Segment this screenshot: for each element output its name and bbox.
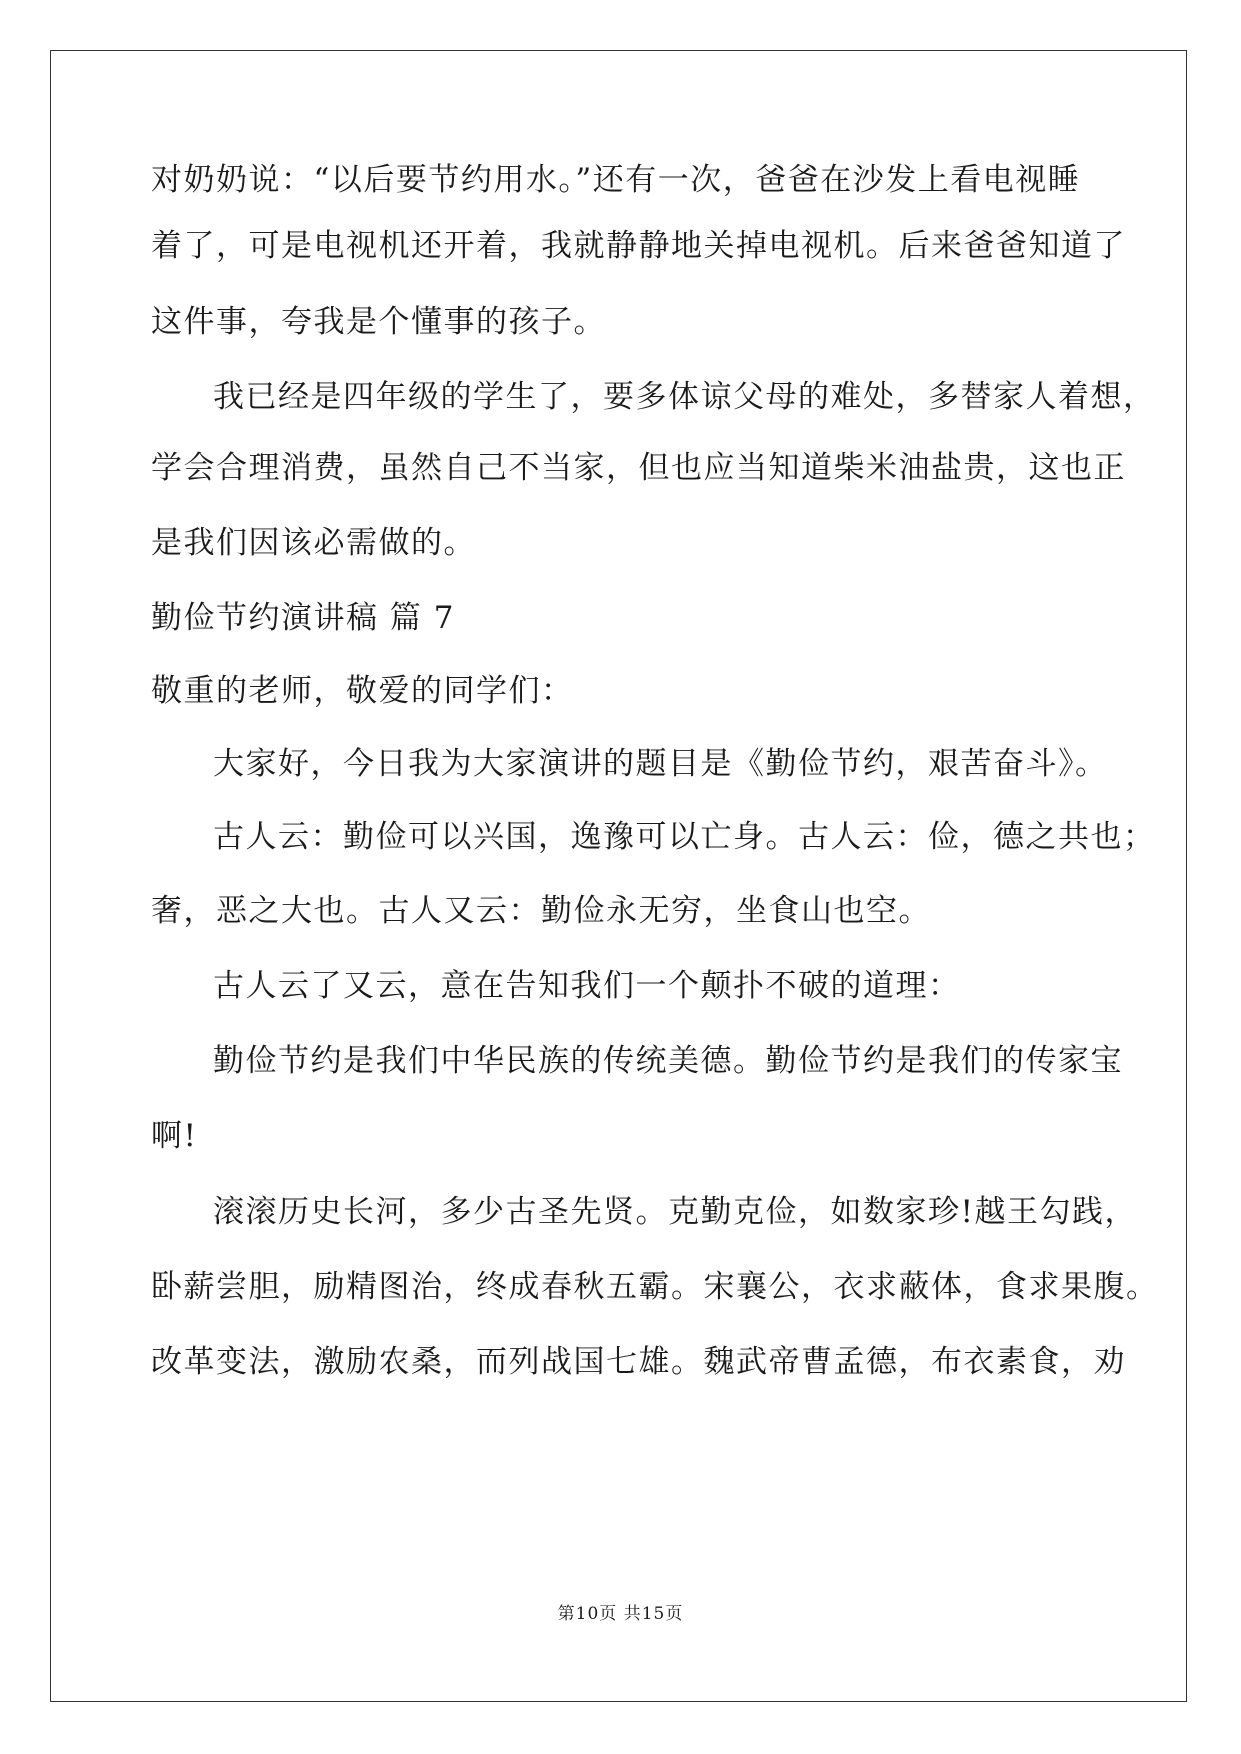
text-line: 古人云：勤俭可以兴国，逸豫可以亡身。古人云：俭，德之共也； <box>213 819 1156 855</box>
text-line: 改革变法，激励农桑，而列战国七雄。魏武帝曹孟德，布衣素食，劝 <box>151 1344 1126 1380</box>
text-line: 啊! <box>151 1118 198 1154</box>
text-line: 我已经是四年级的学生了，要多体谅父母的难处，多替家人着想， <box>213 379 1156 415</box>
page-number-footer: 第10页 共15页 <box>557 1604 684 1624</box>
text-line: 滚滚历史长河，多少古圣先贤。克勤克俭，如数家珍!越王勾践， <box>213 1194 1137 1230</box>
text-line: 这件事，夸我是个懂事的孩子。 <box>151 304 606 340</box>
text-line: 学会合理消费，虽然自己不当家，但也应当知道柴米油盐贵，这也正 <box>151 450 1126 486</box>
page-border <box>50 50 1187 1702</box>
text-line: 大家好，今日我为大家演讲的题目是《勤俭节约，艰苦奋斗》。 <box>213 746 1108 782</box>
text-line: 卧薪尝胆，励精图治，终成春秋五霸。宋襄公，衣求蔽体，食求果腹。 <box>151 1269 1159 1305</box>
text-line: 奢，恶之大也。古人又云：勤俭永无穷，坐食山也空。 <box>151 893 931 929</box>
text-line: 着了，可是电视机还开着，我就静静地关掉电视机。后来爸爸知道了 <box>151 228 1126 264</box>
text-line: 是我们因该必需做的。 <box>151 525 476 561</box>
salutation: 敬重的老师，敬爱的同学们： <box>151 673 574 709</box>
text-line: 勤俭节约是我们中华民族的传统美德。勤俭节约是我们的传家宝 <box>213 1043 1123 1079</box>
section-heading: 勤俭节约演讲稿 篇 7 <box>151 600 455 636</box>
text-line: 古人云了又云，意在告知我们一个颠扑不破的道理： <box>213 968 961 1004</box>
text-line: 对奶奶说：“以后要节约用水。”还有一次，爸爸在沙发上看电视睡 <box>151 162 1081 198</box>
